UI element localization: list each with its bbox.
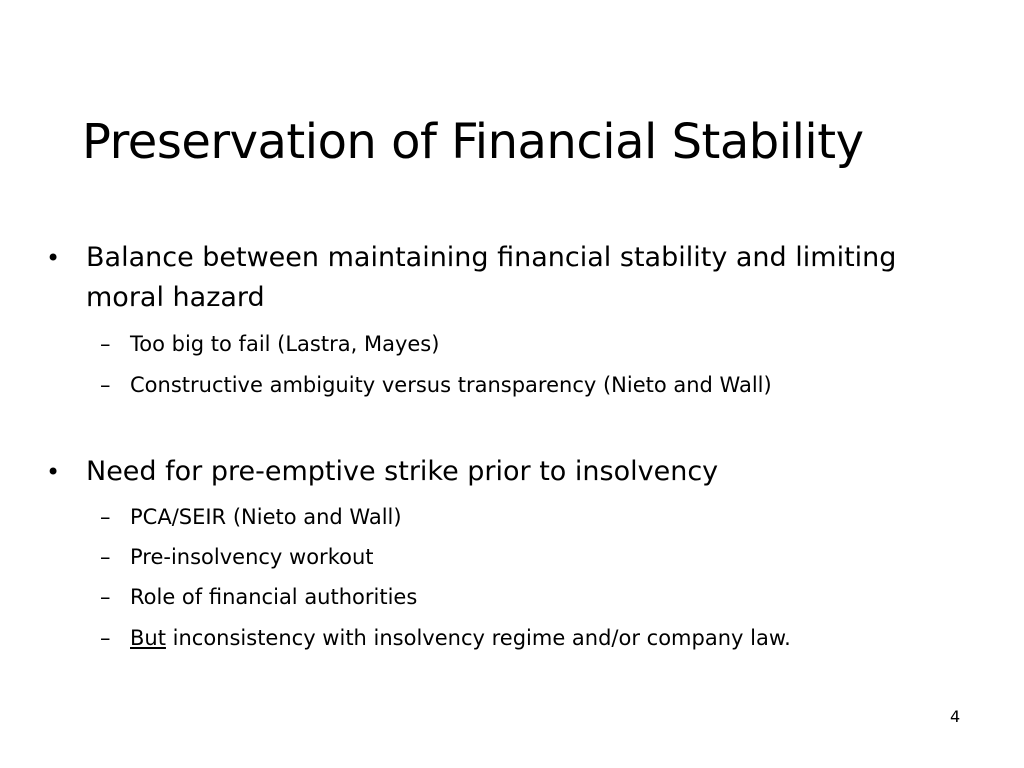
bullet-dot: • (46, 244, 61, 272)
sub-bullet-text: PCA/SEIR (Nieto and Wall) (130, 505, 402, 529)
dash-icon: – (100, 373, 111, 397)
dash-icon: – (100, 332, 111, 356)
bullet-text: Balance between maintaining financial stability and limiting moral hazard (86, 242, 897, 313)
dash-icon: – (100, 545, 111, 569)
page-number: 4 (950, 707, 961, 726)
sub-bullet-text (130, 623, 791, 653)
sub-bullet-text-rest: inconsistency with insolvency regime and/or company law. (165, 626, 791, 650)
sub-bullet-text: Constructive ambiguity versus transparency (Nieto and Wall) (130, 373, 772, 397)
dash-icon: – (100, 585, 111, 609)
emphasis-but: But (130, 626, 166, 650)
bullet-text: Need for pre-emptive strike prior to insolvency (86, 456, 719, 487)
sub-bullet-text: Too big to fail (Lastra, Mayes) (130, 332, 440, 356)
slide-title: Preservation of Financial Stability (82, 114, 864, 170)
sub-bullet-text: Pre-insolvency workout (130, 545, 374, 569)
sub-bullet-text: Role of financial authorities (130, 585, 418, 609)
dash-icon: – (100, 626, 111, 650)
dash-icon: – (100, 505, 111, 529)
bullet-dot: • (46, 458, 61, 486)
